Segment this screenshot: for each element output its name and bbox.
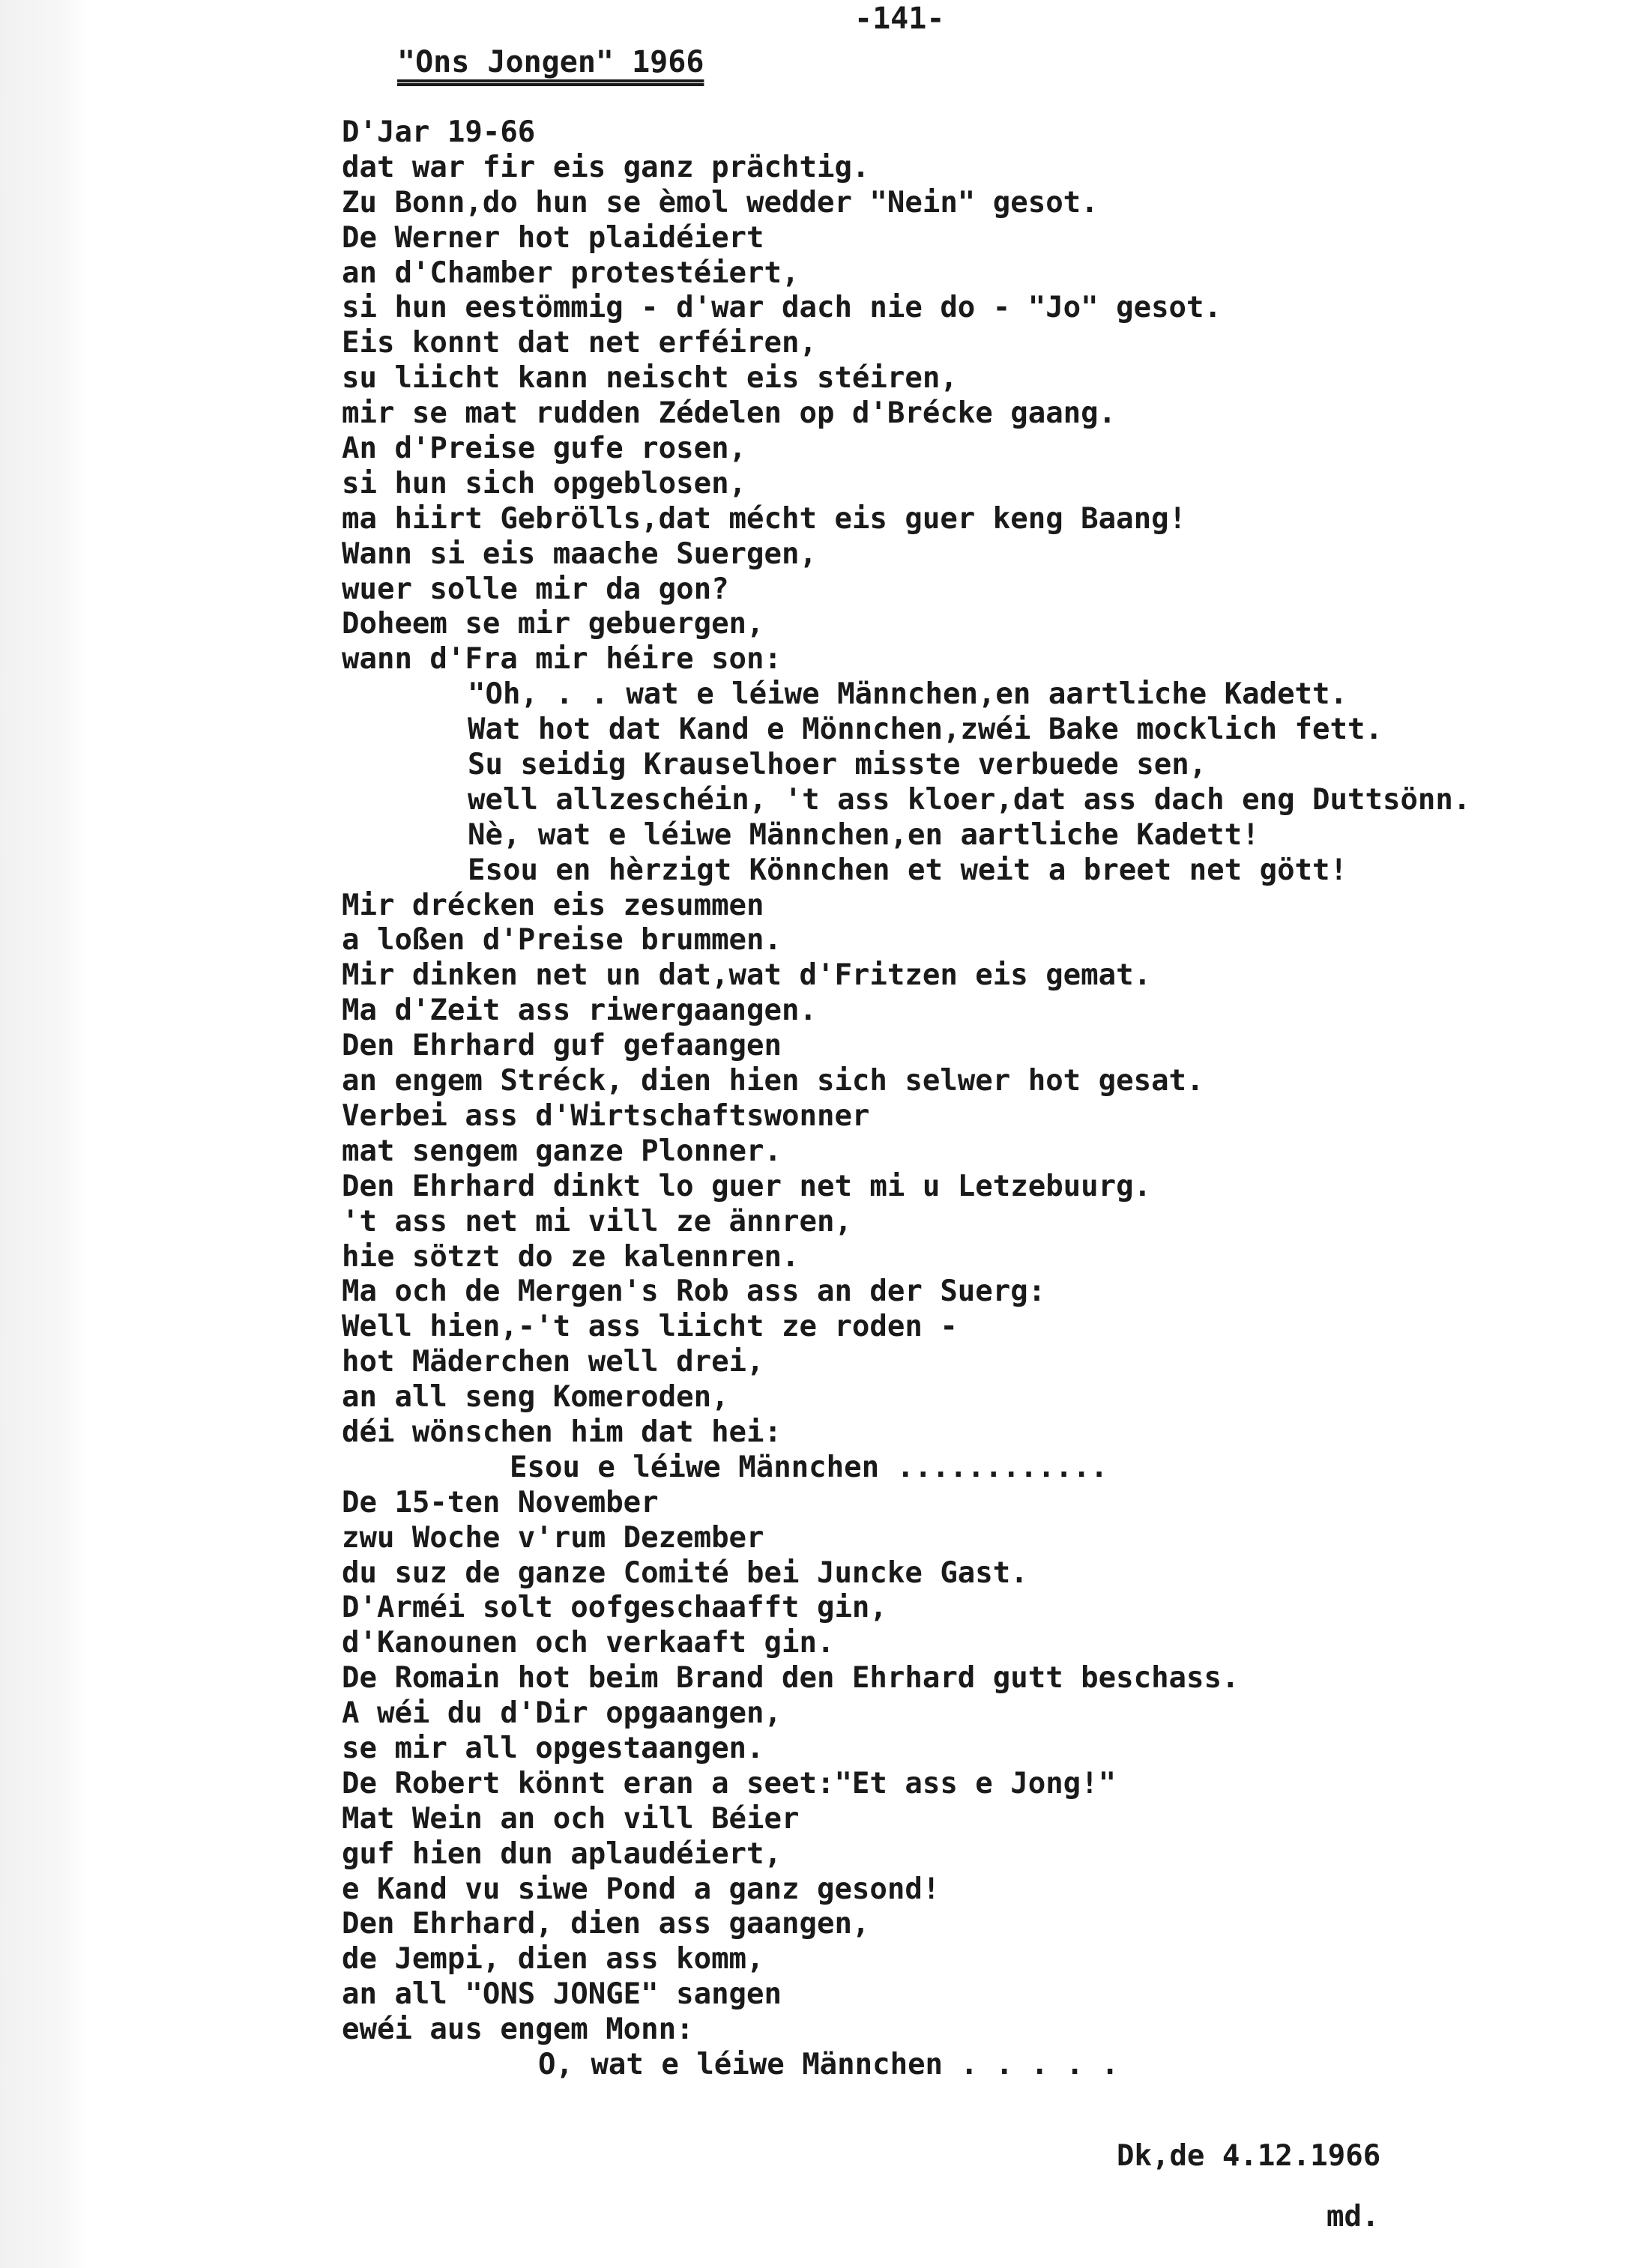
poem-line: Den Ehrhard dinkt lo guer net mi u Letzebuurg. <box>342 1169 1152 1203</box>
poem-line: si hun sich opgeblosen, <box>342 466 747 501</box>
poem-line: a loßen d'Preise brummen. <box>342 923 782 958</box>
poem-line: Verbei ass d'Wirtschaftswonner <box>342 1098 870 1133</box>
page-number: -141- <box>854 1 945 36</box>
poem-line: zwu Woche v'rum Dezember <box>342 1520 764 1555</box>
poem-line: déi wönschen him dat hei: <box>342 1415 782 1449</box>
poem-line: si hun eestömmig - d'war dach nie do - "Jo" gesot. <box>342 291 1222 325</box>
poem-line: Well hien,-'t ass liicht ze roden - <box>342 1310 958 1344</box>
poem-line: Den Ehrhard, dien ass gaangen, <box>342 1907 870 1941</box>
poem-line: O, wat e léiwe Männchen . . . . . <box>538 2047 1119 2081</box>
poem-line: Eis konnt dat net erféiren, <box>342 326 817 360</box>
poem-body <box>342 115 1646 2083</box>
poem-line: dat war fir eis ganz prächtig. <box>342 150 870 184</box>
poem-title: "Ons Jongen" 1966 <box>397 45 704 79</box>
poem-line: De Werner hot plaidéiert <box>342 220 764 255</box>
poem-line: Doheem se mir gebuergen, <box>342 607 764 641</box>
poem-line: A wéi du d'Dir opgaangen, <box>342 1696 782 1731</box>
poem-line: wuer solle mir da gon? <box>342 572 729 606</box>
poem-line: e Kand vu siwe Pond a ganz gesond! <box>342 1872 941 1906</box>
poem-line: hie sötzt do ze kalennren. <box>342 1239 800 1274</box>
poem-line: Ma d'Zeit ass riwergaangen. <box>342 994 817 1028</box>
poem-line: De Robert könnt eran a seet:"Et ass e Jong!" <box>342 1766 1117 1800</box>
poem-line: mat sengem ganze Plonner. <box>342 1134 782 1168</box>
poem-line: an d'Chamber protestéiert, <box>342 255 800 290</box>
poem-line: Nè, wat e léiwe Männchen,en aartliche Kadett! <box>468 817 1260 852</box>
poem-line: wann d'Fra mir héire son: <box>342 642 782 677</box>
poem-line: D'Jar 19-66 <box>342 115 536 149</box>
poem-line: Mat Wein an och vill Béier <box>342 1801 800 1836</box>
page-edge-shadow <box>0 0 88 2268</box>
poem-line: De Romain hot beim Brand den Ehrhard gutt beschass. <box>342 1661 1240 1696</box>
poem-line: an engem Stréck, dien hien sich selwer hot gesat. <box>342 1064 1204 1098</box>
poem-line: Mir drécken eis zesummen <box>342 888 764 922</box>
poem-line: du suz de ganze Comité bei Juncke Gast. <box>342 1555 1028 1590</box>
date-line: Dk,de 4.12.1966 <box>1117 2139 1381 2173</box>
poem-line: An d'Preise gufe rosen, <box>342 432 747 466</box>
poem-line: ma hiirt Gebrölls,dat mécht eis guer keng Baang! <box>342 501 1187 536</box>
poem-line: se mir all opgestaangen. <box>342 1731 764 1765</box>
poem-line: an all seng Komeroden, <box>342 1380 729 1415</box>
author-initials: md. <box>1326 2200 1380 2234</box>
poem-line: Esou e léiwe Männchen ............ <box>510 1450 1108 1484</box>
poem-line: d'Kanounen och verkaaft gin. <box>342 1626 835 1660</box>
poem-line: su liicht kann neischt eis stéiren, <box>342 361 958 396</box>
poem-line: an all "ONS JONGE" sangen <box>342 1977 782 2012</box>
poem-line: well allzeschéin, 't ass kloer,dat ass dach eng Duttsönn. <box>468 782 1471 817</box>
poem-line: hot Mäderchen well drei, <box>342 1345 764 1379</box>
poem-line: D'Arméi solt oofgeschaafft gin, <box>342 1591 887 1625</box>
poem-line: mir se mat rudden Zédelen op d'Brécke gaang. <box>342 396 1117 431</box>
poem-line: Wann si eis maache Suergen, <box>342 536 817 571</box>
poem-line: Esou en hèrzigt Könnchen et weit a breet net gött! <box>468 853 1347 887</box>
poem-line: Zu Bonn,do hun se èmol wedder "Nein" gesot. <box>342 185 1099 220</box>
poem-line: Su seidig Krauselhoer misste verbuede sen, <box>468 748 1207 782</box>
poem-line: Mir dinken net un dat,wat d'Fritzen eis gemat. <box>342 958 1152 993</box>
poem-line: Den Ehrhard guf gefaangen <box>342 1029 782 1063</box>
poem-line: ewéi aus engem Monn: <box>342 2013 694 2047</box>
poem-line: "Oh, . . wat e léiwe Männchen,en aartliche Kadett. <box>468 677 1347 712</box>
poem-line: Wat hot dat Kand e Mönnchen,zwéi Bake mocklich fett. <box>468 713 1383 747</box>
poem-line: Ma och de Mergen's Rob ass an der Suerg: <box>342 1274 1046 1309</box>
poem-line: guf hien dun aplaudéiert, <box>342 1836 782 1871</box>
poem-line: De 15-ten November <box>342 1485 659 1519</box>
poem-line: de Jempi, dien ass komm, <box>342 1942 764 1977</box>
poem-line: 't ass net mi vill ze ännren, <box>342 1204 852 1239</box>
